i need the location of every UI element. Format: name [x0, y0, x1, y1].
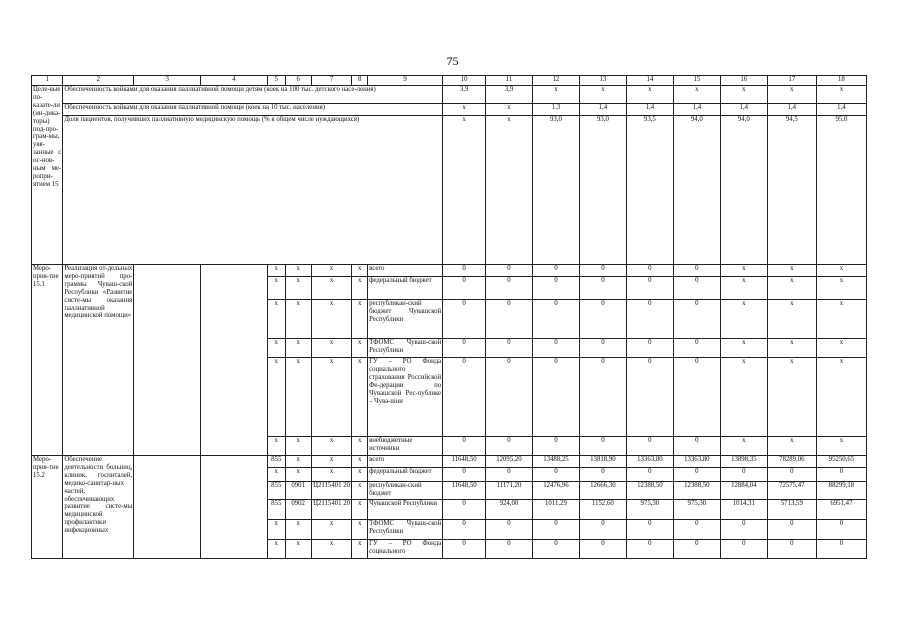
funding-value: 11171,20	[485, 482, 532, 500]
funding-value: 0	[579, 468, 626, 482]
funding-value: x	[816, 265, 866, 277]
funding-value: 88299,18	[816, 482, 866, 500]
funding-value: x	[767, 339, 816, 358]
funding-value: 0	[673, 358, 720, 437]
column-number: 18	[816, 76, 866, 86]
funding-value: 0	[579, 300, 626, 339]
funding-value: 0	[443, 300, 486, 339]
column-number: 8	[352, 76, 368, 86]
funding-value: 0	[673, 437, 720, 456]
funding-value: 0	[485, 277, 532, 300]
indicator-value: x	[485, 104, 532, 116]
funding-value: 924,00	[485, 500, 532, 520]
indicator-value: x	[626, 86, 673, 104]
budget-code: x	[285, 540, 311, 559]
budget-code: x	[311, 456, 352, 468]
indicator-row	[32, 116, 867, 265]
funding-value: 0	[816, 468, 866, 482]
budget-code: x	[311, 540, 352, 559]
indicator-value: x	[720, 86, 767, 104]
funding-value: 0	[579, 339, 626, 358]
activity-name: Реализация от-дельных меро-приятий про-граммы Чуваш-ской Республики «Развитие систе-мы оказания паллиативной медицинской помощи»	[63, 265, 134, 456]
indicator-value: 93,0	[532, 116, 579, 265]
budget-code: x	[311, 358, 352, 437]
funding-source: ГУ – РО Фонда социального страхования Российской Фе-дерации по Чувашской Рес-публике – Чува-шии	[368, 358, 443, 437]
funding-value: 12388,50	[626, 482, 673, 500]
budget-code: x	[311, 277, 352, 300]
funding-value: x	[720, 358, 767, 437]
budget-code: x	[285, 277, 311, 300]
budget-code: 855	[267, 500, 285, 520]
funding-value: 0	[720, 520, 767, 540]
funding-value: 0	[767, 468, 816, 482]
indicator-value: 93,0	[579, 116, 626, 265]
funding-value: 0	[443, 520, 486, 540]
funding-source: федеральный бюджет	[368, 277, 443, 300]
funding-value: x	[816, 339, 866, 358]
indicator-row	[32, 86, 867, 104]
funding-value: 1152,60	[579, 500, 626, 520]
co-executor	[201, 456, 268, 559]
indicator-value: 94,0	[720, 116, 767, 265]
budget-code: x	[267, 277, 285, 300]
indicator-value: 1,4	[579, 104, 626, 116]
budget-code: x	[311, 300, 352, 339]
budget-code: 0901	[285, 482, 311, 500]
indicator-value: 94,5	[767, 116, 816, 265]
funding-value: 0	[816, 520, 866, 540]
funding-value: 0	[626, 540, 673, 559]
funding-value: 0	[626, 437, 673, 456]
funding-value: 0	[532, 520, 579, 540]
activity-label: Меро-прия-тие 15.1	[32, 265, 63, 456]
indicator-text: Обеспеченность койками для оказания паллиативной помощи детям (коек на 100 тыс. детского насе-ления)	[63, 86, 443, 104]
budget-code: x	[352, 437, 368, 456]
funding-value: 13898,35	[720, 456, 767, 468]
budget-code: x	[311, 265, 352, 277]
budget-code: x	[311, 520, 352, 540]
funding-value: 6951,47	[816, 500, 866, 520]
column-number: 4	[201, 76, 268, 86]
column-number: 3	[134, 76, 201, 86]
funding-value: 0	[485, 540, 532, 559]
funding-value: 0	[720, 468, 767, 482]
budget-code: x	[311, 437, 352, 456]
activity-row	[32, 265, 867, 277]
funding-value: 0	[443, 468, 486, 482]
budget-code: x	[285, 300, 311, 339]
activity-name: Обеспечение деятельности больниц, клиник, госпиталей, медико-санитар-ных частей, обеспечивающих развитие систе-мы медицинской профилактики инфекционных	[63, 456, 134, 559]
budget-code: x	[267, 339, 285, 358]
funding-value: 13363,80	[626, 456, 673, 468]
indicator-value: x	[532, 86, 579, 104]
column-number: 7	[311, 76, 352, 86]
indicator-value: 3,9	[443, 86, 486, 104]
funding-value: 0	[579, 520, 626, 540]
funding-value: 0	[673, 277, 720, 300]
indicator-value: 1,3	[532, 104, 579, 116]
budget-code: x	[285, 437, 311, 456]
funding-source: ТФОМС Чуваш-ской Республики	[368, 520, 443, 540]
budget-code: x	[267, 358, 285, 437]
funding-value: 0	[673, 339, 720, 358]
column-number: 6	[285, 76, 311, 86]
funding-value: x	[720, 300, 767, 339]
activity-label: Меро-прия-тие 15.2	[32, 456, 63, 559]
funding-value: 0	[532, 358, 579, 437]
budget-code: x	[311, 468, 352, 482]
indicator-value: x	[816, 86, 866, 104]
budget-code: x	[352, 358, 368, 437]
budget-code: x	[352, 500, 368, 520]
funding-source: ТФОМС Чуваш-ской Республики	[368, 339, 443, 358]
funding-value: 0	[532, 300, 579, 339]
budget-code: x	[311, 339, 352, 358]
indicator-value: 95,0	[816, 116, 866, 265]
funding-value: 72575,47	[767, 482, 816, 500]
funding-value: 0	[579, 277, 626, 300]
funding-value: 0	[485, 468, 532, 482]
funding-value: 0	[579, 437, 626, 456]
column-number: 11	[485, 76, 532, 86]
funding-value: x	[767, 300, 816, 339]
funding-value: 0	[485, 437, 532, 456]
funding-value: 0	[626, 277, 673, 300]
funding-value: x	[816, 358, 866, 437]
funding-source: внебюджетные источники	[368, 437, 443, 456]
budget-code: x	[267, 265, 285, 277]
budget-code: x	[285, 456, 311, 468]
budget-code: 0902	[285, 500, 311, 520]
budget-code: x	[352, 300, 368, 339]
funding-value: 0	[626, 300, 673, 339]
budget-code: x	[267, 540, 285, 559]
funding-value: 0	[673, 520, 720, 540]
activity-row	[32, 456, 867, 468]
funding-value: 95250,65	[816, 456, 866, 468]
funding-source: всего	[368, 456, 443, 468]
funding-value: 0	[485, 265, 532, 277]
indicator-value: 1,4	[767, 104, 816, 116]
funding-value: x	[767, 358, 816, 437]
funding-value: 5713,59	[767, 500, 816, 520]
funding-value: 0	[579, 265, 626, 277]
funding-value: x	[720, 277, 767, 300]
indicator-value: x	[485, 116, 532, 265]
funding-value: 0	[443, 339, 486, 358]
indicator-value: x	[673, 86, 720, 104]
funding-value: x	[767, 265, 816, 277]
funding-value: 0	[767, 520, 816, 540]
page-number: 75	[446, 54, 459, 68]
indicator-value: x	[443, 104, 486, 116]
budget-code: x	[267, 520, 285, 540]
budget-code: x	[285, 520, 311, 540]
budget-code: 855	[267, 482, 285, 500]
funding-value: 975,30	[626, 500, 673, 520]
funding-value: 0	[532, 277, 579, 300]
funding-value: 12095,20	[485, 456, 532, 468]
funding-value: 0	[532, 265, 579, 277]
column-number: 5	[267, 76, 285, 86]
funding-value: 0	[673, 540, 720, 559]
funding-value: 0	[532, 437, 579, 456]
column-number: 15	[673, 76, 720, 86]
funding-value: x	[816, 300, 866, 339]
funding-value: 12884,04	[720, 482, 767, 500]
budget-code: x	[285, 358, 311, 437]
budget-code: Ц2115401 20	[311, 482, 352, 500]
funding-value: 0	[673, 265, 720, 277]
responsible-executor	[134, 456, 201, 559]
funding-value: 0	[816, 540, 866, 559]
funding-value: 0	[485, 339, 532, 358]
column-number-row	[32, 76, 867, 86]
funding-value: 1011,29	[532, 500, 579, 520]
funding-value: 0	[443, 437, 486, 456]
funding-value: 975,30	[673, 500, 720, 520]
funding-source: федеральный бюджет	[368, 468, 443, 482]
funding-value: 1014,31	[720, 500, 767, 520]
funding-value: x	[767, 437, 816, 456]
funding-value: 0	[443, 358, 486, 437]
column-number: 14	[626, 76, 673, 86]
funding-source: ГУ – РО Фонда социального	[368, 540, 443, 559]
funding-value: 0	[579, 358, 626, 437]
funding-value: 12388,50	[673, 482, 720, 500]
indicator-value: 1,4	[720, 104, 767, 116]
budget-code: x	[285, 468, 311, 482]
funding-value: 0	[673, 468, 720, 482]
funding-value: 0	[443, 265, 486, 277]
budget-code: x	[352, 277, 368, 300]
budget-code: x	[352, 456, 368, 468]
budget-code: x	[267, 300, 285, 339]
funding-value: 0	[485, 300, 532, 339]
responsible-executor	[134, 265, 201, 456]
funding-value: 0	[443, 277, 486, 300]
funding-value: 0	[579, 540, 626, 559]
funding-value: 0	[485, 358, 532, 437]
budget-code: x	[352, 265, 368, 277]
funding-source: республикан-ский бюджет	[368, 482, 443, 500]
funding-value: x	[816, 277, 866, 300]
funding-value: 0	[532, 468, 579, 482]
budget-code: x	[285, 265, 311, 277]
funding-value: 0	[626, 358, 673, 437]
column-number: 17	[767, 76, 816, 86]
budget-code: 855	[267, 456, 285, 468]
funding-value: 11648,50	[443, 456, 486, 468]
budget-code: x	[267, 468, 285, 482]
budget-code: x	[352, 520, 368, 540]
program-table	[31, 75, 867, 559]
funding-value: 0	[767, 540, 816, 559]
funding-value: 12476,96	[532, 482, 579, 500]
funding-value: 12666,30	[579, 482, 626, 500]
indicator-value: 3,9	[485, 86, 532, 104]
co-executor	[201, 265, 268, 456]
funding-value: x	[767, 277, 816, 300]
indicator-text: Доля пациентов, получивших паллиативную медицинскую помощь (% в общем числе нуждающихся)	[63, 116, 443, 265]
indicator-value: x	[443, 116, 486, 265]
funding-value: 0	[626, 468, 673, 482]
funding-value: 0	[485, 520, 532, 540]
funding-value: 0	[626, 339, 673, 358]
budget-code: x	[352, 339, 368, 358]
column-number: 10	[443, 76, 486, 86]
funding-value: 0	[673, 300, 720, 339]
indicator-value: x	[579, 86, 626, 104]
funding-value: 0	[532, 540, 579, 559]
funding-source: всего	[368, 265, 443, 277]
budget-code: Ц2115401 20	[311, 500, 352, 520]
funding-value: 0	[443, 540, 486, 559]
funding-value: 0	[720, 540, 767, 559]
funding-source: Чувашской Республики	[368, 500, 443, 520]
funding-value: 13818,90	[579, 456, 626, 468]
funding-value: x	[720, 339, 767, 358]
indicator-value: 1,4	[626, 104, 673, 116]
budget-code: x	[267, 437, 285, 456]
indicator-value: 1,4	[673, 104, 720, 116]
funding-source: республикан-ский бюджет Чувашской Республики	[368, 300, 443, 339]
indicator-text: Обеспеченность койками для оказания паллиативной помощи (коек на 10 тыс. населения)	[63, 104, 443, 116]
funding-value: x	[816, 437, 866, 456]
funding-value: x	[720, 437, 767, 456]
funding-value: 0	[443, 500, 486, 520]
column-number: 1	[32, 76, 63, 86]
funding-value: 13488,25	[532, 456, 579, 468]
budget-code: x	[352, 482, 368, 500]
column-number: 9	[368, 76, 443, 86]
column-number: 13	[579, 76, 626, 86]
funding-value: 0	[532, 339, 579, 358]
budget-code: x	[352, 468, 368, 482]
column-number: 16	[720, 76, 767, 86]
indicator-value: 94,0	[673, 116, 720, 265]
funding-value: 11648,50	[443, 482, 486, 500]
indicator-row	[32, 104, 867, 116]
budget-code: x	[352, 540, 368, 559]
indicator-value: x	[767, 86, 816, 104]
funding-value: 0	[626, 520, 673, 540]
indicator-value: 93,5	[626, 116, 673, 265]
column-number: 12	[532, 76, 579, 86]
budget-code: x	[285, 339, 311, 358]
funding-value: x	[720, 265, 767, 277]
funding-value: 13363,80	[673, 456, 720, 468]
indicator-value: 1,4	[816, 104, 866, 116]
column-number: 2	[63, 76, 134, 86]
indicator-group-label: Целе-вые по-казате-ли (ин-дика-торы) под-про-грам-мы, увя-занные с ос-нов-ным ме-ропри-ятием 15	[32, 86, 63, 265]
funding-value: 78289,06	[767, 456, 816, 468]
funding-value: 0	[626, 265, 673, 277]
